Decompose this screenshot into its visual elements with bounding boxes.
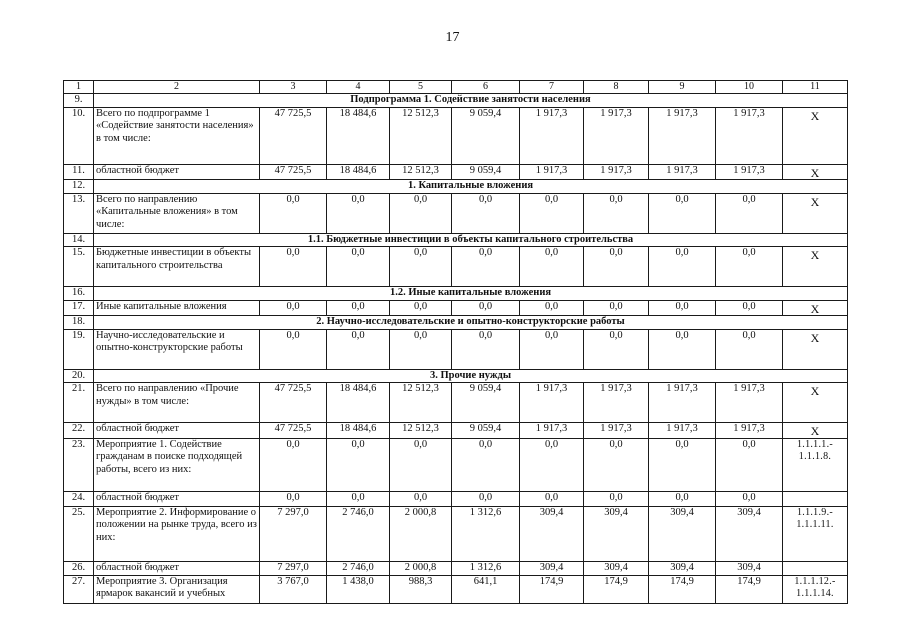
value-cell: 1 917,3 <box>520 107 584 164</box>
value-cell: 0,0 <box>390 491 452 506</box>
value-cell: 0,0 <box>327 247 390 287</box>
section-title: 1.2. Иные капитальные вложения <box>94 287 848 301</box>
value-cell: 12 512,3 <box>390 107 452 164</box>
value-cell: 9 059,4 <box>452 383 520 423</box>
table-row <box>64 561 848 575</box>
row-index: 14. <box>64 233 94 247</box>
value-cell: 47 725,5 <box>260 383 327 423</box>
value-cell: 309,4 <box>584 561 649 575</box>
value-cell: 1 917,3 <box>649 107 716 164</box>
value-cell: 0,0 <box>716 329 783 369</box>
table-row <box>64 316 848 330</box>
header-cell-7: 7 <box>520 81 584 94</box>
value-cell: 1 312,6 <box>452 561 520 575</box>
value-cell: 1 917,3 <box>716 164 783 180</box>
row-index: 25. <box>64 506 94 561</box>
value-cell: 0,0 <box>649 491 716 506</box>
event-code: X <box>783 164 848 180</box>
value-cell: 0,0 <box>649 300 716 316</box>
row-index: 16. <box>64 287 94 301</box>
header-cell-11: 11 <box>783 81 848 94</box>
row-index: 9. <box>64 94 94 108</box>
value-cell: 0,0 <box>452 491 520 506</box>
value-cell: 0,0 <box>716 491 783 506</box>
event-code <box>783 561 848 575</box>
row-name: областной бюджет <box>94 164 260 180</box>
value-cell: 18 484,6 <box>327 107 390 164</box>
value-cell: 0,0 <box>327 491 390 506</box>
row-index: 11. <box>64 164 94 180</box>
value-cell: 0,0 <box>327 329 390 369</box>
header-cell-1: 1 <box>64 81 94 94</box>
row-index: 19. <box>64 329 94 369</box>
section-title: 2. Научно-исследовательские и опытно-конструкторские работы <box>94 316 848 330</box>
value-cell: 0,0 <box>584 193 649 233</box>
table-row <box>64 287 848 301</box>
table-row <box>64 438 848 491</box>
value-cell: 1 917,3 <box>649 164 716 180</box>
row-name: Мероприятие 1. Содействие гражданам в поиске подходящей работы, всего из них: <box>94 438 260 491</box>
value-cell: 9 059,4 <box>452 107 520 164</box>
value-cell: 0,0 <box>649 247 716 287</box>
header-cell-4: 4 <box>327 81 390 94</box>
header-cell-8: 8 <box>584 81 649 94</box>
header-cell-10: 10 <box>716 81 783 94</box>
row-name: областной бюджет <box>94 491 260 506</box>
section-title: 1.1. Бюджетные инвестиции в объекты капитального строительства <box>94 233 848 247</box>
header-cell-5: 5 <box>390 81 452 94</box>
value-cell: 0,0 <box>452 193 520 233</box>
row-index: 17. <box>64 300 94 316</box>
value-cell: 18 484,6 <box>327 423 390 439</box>
section-title: Подпрограмма 1. Содействие занятости населения <box>94 94 848 108</box>
event-code: 1.1.1.12.- 1.1.1.14. <box>783 575 848 603</box>
row-index: 18. <box>64 316 94 330</box>
value-cell: 1 917,3 <box>716 383 783 423</box>
value-cell: 174,9 <box>520 575 584 603</box>
value-cell: 0,0 <box>452 247 520 287</box>
value-cell: 0,0 <box>520 438 584 491</box>
header-cell-3: 3 <box>260 81 327 94</box>
value-cell: 7 297,0 <box>260 561 327 575</box>
value-cell: 0,0 <box>584 438 649 491</box>
value-cell: 1 917,3 <box>716 423 783 439</box>
value-cell: 309,4 <box>520 561 584 575</box>
table-row <box>64 506 848 561</box>
value-cell: 0,0 <box>260 247 327 287</box>
row-name: Всего по направлению «Прочие нужды» в том числе: <box>94 383 260 423</box>
value-cell: 1 917,3 <box>520 164 584 180</box>
value-cell: 0,0 <box>584 247 649 287</box>
value-cell: 988,3 <box>390 575 452 603</box>
value-cell: 0,0 <box>327 438 390 491</box>
value-cell: 2 746,0 <box>327 561 390 575</box>
row-name: Мероприятие 2. Информирование о положении на рынке труда, всего из них: <box>94 506 260 561</box>
value-cell: 12 512,3 <box>390 383 452 423</box>
row-name: Всего по подпрограмме 1 «Содействие занятости населения» в том числе: <box>94 107 260 164</box>
row-index: 24. <box>64 491 94 506</box>
value-cell: 174,9 <box>584 575 649 603</box>
value-cell: 0,0 <box>716 438 783 491</box>
row-name: Научно-исследовательские и опытно-конструкторские работы <box>94 329 260 369</box>
row-name: Бюджетные инвестиции в объекты капитального строительства <box>94 247 260 287</box>
table-row <box>64 369 848 383</box>
value-cell: 0,0 <box>452 300 520 316</box>
event-code: 1.1.1.1.- 1.1.1.8. <box>783 438 848 491</box>
row-name: областной бюджет <box>94 423 260 439</box>
value-cell: 0,0 <box>327 193 390 233</box>
value-cell: 3 767,0 <box>260 575 327 603</box>
row-index: 13. <box>64 193 94 233</box>
table-row <box>64 164 848 180</box>
value-cell: 0,0 <box>390 193 452 233</box>
value-cell: 0,0 <box>649 329 716 369</box>
value-cell: 0,0 <box>327 300 390 316</box>
value-cell: 1 917,3 <box>649 423 716 439</box>
table-row <box>64 423 848 439</box>
header-cell-2: 2 <box>94 81 260 94</box>
header-cell-9: 9 <box>649 81 716 94</box>
value-cell: 1 917,3 <box>584 107 649 164</box>
value-cell: 47 725,5 <box>260 107 327 164</box>
row-index: 10. <box>64 107 94 164</box>
header-cell-6: 6 <box>452 81 520 94</box>
value-cell: 309,4 <box>649 506 716 561</box>
value-cell: 309,4 <box>716 561 783 575</box>
value-cell: 2 746,0 <box>327 506 390 561</box>
value-cell: 0,0 <box>520 329 584 369</box>
event-code: X <box>783 329 848 369</box>
row-name: Мероприятие 3. Организация ярмарок вакансий и учебных <box>94 575 260 603</box>
event-code: 1.1.1.9.- 1.1.1.11. <box>783 506 848 561</box>
event-code: X <box>783 300 848 316</box>
value-cell: 0,0 <box>390 438 452 491</box>
row-index: 20. <box>64 369 94 383</box>
value-cell: 0,0 <box>520 247 584 287</box>
table-row <box>64 575 848 603</box>
value-cell: 309,4 <box>716 506 783 561</box>
value-cell: 0,0 <box>452 329 520 369</box>
value-cell: 0,0 <box>649 193 716 233</box>
table-row <box>64 247 848 287</box>
value-cell: 309,4 <box>649 561 716 575</box>
event-code: X <box>783 423 848 439</box>
value-cell: 9 059,4 <box>452 423 520 439</box>
value-cell: 0,0 <box>716 193 783 233</box>
value-cell: 0,0 <box>716 247 783 287</box>
table-row <box>64 107 848 164</box>
event-code: X <box>783 107 848 164</box>
budget-table <box>63 80 848 604</box>
value-cell: 0,0 <box>520 300 584 316</box>
section-title: 1. Капитальные вложения <box>94 180 848 194</box>
value-cell: 9 059,4 <box>452 164 520 180</box>
value-cell: 0,0 <box>584 329 649 369</box>
row-index: 26. <box>64 561 94 575</box>
value-cell: 641,1 <box>452 575 520 603</box>
value-cell: 0,0 <box>260 438 327 491</box>
value-cell: 309,4 <box>584 506 649 561</box>
value-cell: 0,0 <box>390 329 452 369</box>
value-cell: 2 000,8 <box>390 506 452 561</box>
value-cell: 47 725,5 <box>260 164 327 180</box>
row-name: Всего по направлению «Капитальные вложения» в том числе: <box>94 193 260 233</box>
value-cell: 0,0 <box>260 329 327 369</box>
table-row <box>64 491 848 506</box>
value-cell: 0,0 <box>390 247 452 287</box>
value-cell: 174,9 <box>716 575 783 603</box>
value-cell: 1 438,0 <box>327 575 390 603</box>
table-row <box>64 329 848 369</box>
value-cell: 0,0 <box>584 300 649 316</box>
row-index: 22. <box>64 423 94 439</box>
value-cell: 0,0 <box>260 491 327 506</box>
row-name: Иные капитальные вложения <box>94 300 260 316</box>
event-code <box>783 491 848 506</box>
value-cell: 0,0 <box>520 491 584 506</box>
value-cell: 1 917,3 <box>520 383 584 423</box>
value-cell: 174,9 <box>649 575 716 603</box>
value-cell: 0,0 <box>452 438 520 491</box>
value-cell: 0,0 <box>584 491 649 506</box>
event-code: X <box>783 247 848 287</box>
value-cell: 0,0 <box>260 193 327 233</box>
value-cell: 2 000,8 <box>390 561 452 575</box>
row-name: областной бюджет <box>94 561 260 575</box>
table-row <box>64 300 848 316</box>
value-cell: 1 917,3 <box>584 423 649 439</box>
event-code: X <box>783 193 848 233</box>
value-cell: 18 484,6 <box>327 383 390 423</box>
section-title: 3. Прочие нужды <box>94 369 848 383</box>
table-row <box>64 94 848 108</box>
row-index: 21. <box>64 383 94 423</box>
row-index: 27. <box>64 575 94 603</box>
table-row <box>64 193 848 233</box>
value-cell: 0,0 <box>649 438 716 491</box>
value-cell: 1 917,3 <box>520 423 584 439</box>
row-index: 12. <box>64 180 94 194</box>
row-index: 23. <box>64 438 94 491</box>
value-cell: 1 917,3 <box>716 107 783 164</box>
value-cell: 0,0 <box>520 193 584 233</box>
value-cell: 1 917,3 <box>649 383 716 423</box>
page-number: 17 <box>445 30 460 45</box>
value-cell: 0,0 <box>716 300 783 316</box>
value-cell: 47 725,5 <box>260 423 327 439</box>
value-cell: 12 512,3 <box>390 423 452 439</box>
value-cell: 0,0 <box>260 300 327 316</box>
row-index: 15. <box>64 247 94 287</box>
value-cell: 12 512,3 <box>390 164 452 180</box>
value-cell: 309,4 <box>520 506 584 561</box>
event-code: X <box>783 383 848 423</box>
table-row <box>64 383 848 423</box>
value-cell: 1 917,3 <box>584 164 649 180</box>
value-cell: 0,0 <box>390 300 452 316</box>
header-row <box>64 81 848 94</box>
value-cell: 1 312,6 <box>452 506 520 561</box>
value-cell: 7 297,0 <box>260 506 327 561</box>
value-cell: 1 917,3 <box>584 383 649 423</box>
table-row <box>64 233 848 247</box>
table-row <box>64 180 848 194</box>
value-cell: 18 484,6 <box>327 164 390 180</box>
